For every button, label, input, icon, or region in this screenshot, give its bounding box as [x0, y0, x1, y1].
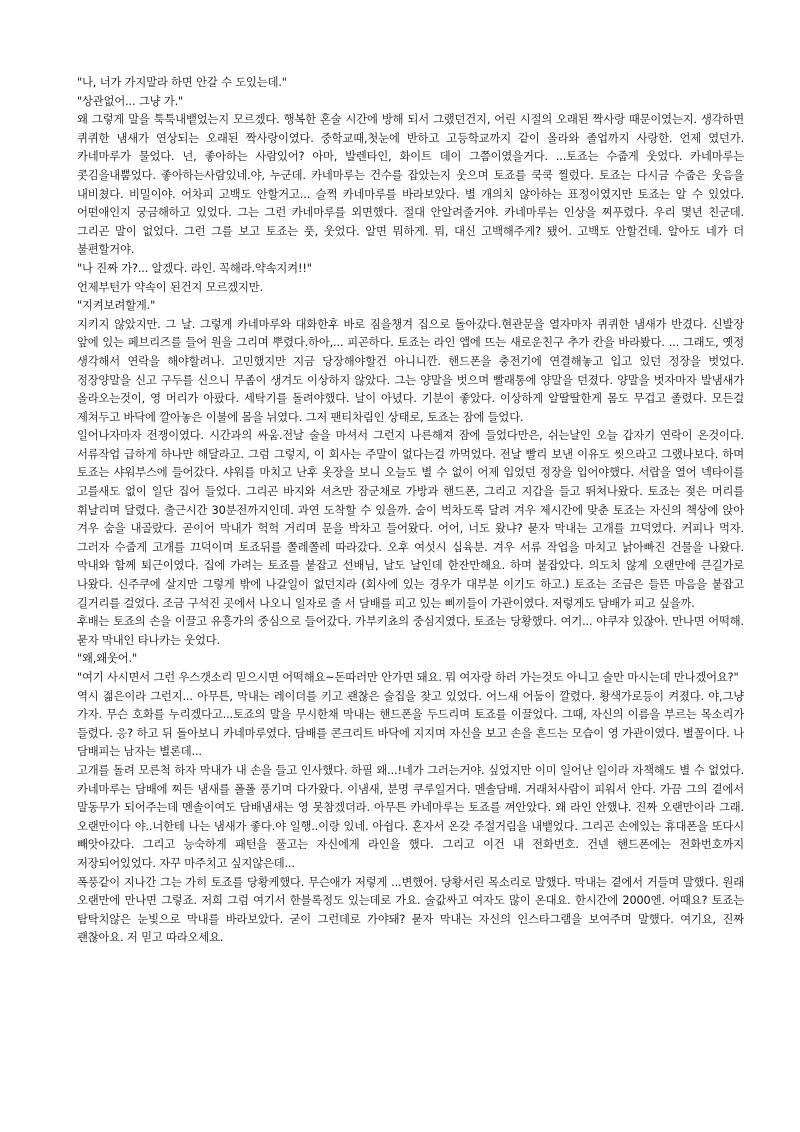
paragraph: "지켜보려할게." [77, 299, 156, 313]
paragraph: 역시 젊은이라 그런지... 아무튼, 막내는 레이더를 키고 괜찮은 술집을 찾고 있었다. 어느새 어둠이 깔렸다. 황색가로등이 켜졌다. 야,그냥 가자. 무슨 호화를 누리겠다고...토죠의 말을 무시한채 막내는 핸드폰을 두드리며 토죠를 이끌었다. 그때, 자신의 이름을 부르는 목소리가 들렸다. 응? 하고 뒤 돌아보니 카네마루였다. 담배를 콘크리트 바닥에 지지며 자신을 보고 손을 흔드는 모습이 영 가관이였다. 별꼴이다. 나 담배피는 남자는 별론데... [77, 689, 744, 759]
paragraph: 폭풍같이 지나간 그는 가히 토죠를 당황케했다. 무슨애가 저렇게 ...변했어. 당황서린 목소리로 말했다. 막내는 곁에서 거들며 말했다. 원래 오랜만에 만나면 그렇죠. 저희 그럼 여기서 한블록정도 있는데로 가요. 술값싸고 여자도 많이 온대요. 한시간에 2000엔. 어때요? 토죠는 탐탁치않은 눈빛으로 막내를 바라보았다. 굳이 그런데로 가야돼? 묻자 막내는 자신의 인스타그램을 보여주며 말했다. 여기요, 진짜 괜찮아요. 저 믿고 따라오세요. [77, 875, 744, 945]
paragraph: 일어나자마자 전쟁이였다. 시간과의 싸움.전날 술을 마셔서 그런지 나른해져 잠에 들었다만은, 쉬는날인 오늘 갑자기 연락이 온것이다. 서류작업 급하게 하나만 해달라고. 그럼 그렇지, 이 회사는 주말이 없다는걸 까먹었다. 전날 빨리 보낸 이유도 씻으라고 그랬나보다. 하며 토죠는 샤워부스에 들어갔다. 샤워를 마치고 난후 옷장을 보니 오늘도 별 수 없이 어제 입었던 정장을 입어야했다. 서랍을 열어 넥타이를 고를새도 없이 일단 집어 들었다. 그리곤 바지와 셔츠만 잠군채로 가방과 핸드폰, 그리고 지갑을 들고 뛰쳐나왔다. 토죠는 젖은 머리를 휘날리며 달렸다. 출근시간 30분전까지인데. 과연 도착할 수 있을까. 숨이 벅차도록 달려 겨우 제시간에 맞춘 토죠는 자신의 책상에 앉아 겨우 숨을 내골랐다. 곧이어 막내가 헉헉 거리며 문을 박차고 들어왔다. 어어, 너도 왔냐? 묻자 막내는 고개를 끄덕였다. 커피나 먹자. 그러자 수줍게 고개를 끄덕이며 토죠뒤를 쫄레쫄레 따라갔다. 오후 여섯시 십육분. 겨우 서류 작업을 마치고 낡아빠진 건물을 나왔다. 막내와 함께 퇴근이였다. 집에 가려는 토죠를 붙잡고 선배님, 날도 날인데 한잔만해요. 하며 붙잡았다. 의도치 않게 오랜만에 큰길가로 나왔다. 신주쿠에 살지만 그렇게 밖에 나갈일이 없던지라 (회사에 있는 경우가 대부분 이기도 하고.) 토죠는 조금은 들뜬 마음을 붙잡고 길거리를 걸었다. 조금 구석진 곳에서 나오니 일자로 줄 서 담배를 피고 있는 삐끼들이 가관이였다. 저렇게도 담배가 피고 싶을까. [77, 429, 744, 610]
paragraph: "왜,왜웃어." [77, 652, 138, 666]
paragraph: 왜 그렇게 말을 툭툭내뱉었는지 모르겠다. 행복한 혼술 시간에 방해 되서 그랬던건지, 어린 시절의 오래된 짝사랑 때문이였는지. 생각하면 퀴퀴한 냄새가 연상되는 오래된 짝사랑이였다. 중학교때,첫눈에 반하고 고등학교까지 같이 올라와 졸업까지 사랑한. 언제 였던가. 카네마루가 물었다. 넌, 좋아하는 사람있어? 아마, 발렌타인, 화이트 데이 그쯤이였을거다. ...토죠는 수줍게 웃었다. 카네마루는 콧김을내뿜었다. 좋아하는사람있네.야, 누군데. 카네마루는 건수를 잡았는지 웃으며 토죠를 쿡쿡 찔렀다. 토죠는 다시금 수줍은 웃음을 내비쳤다. 비밀이야. 어차피 고백도 안할거고... 슬쩍 카네마루를 바라보았다. 별 개의치 않아하는 표정이였지만 토죠는 알 수 있었다. 어떤애인지 궁금해하고 있었다. 그는 그런 카네마루를 외면했다. 절대 안알려줄거야. 카네마루는 인상을 찌푸렸다. 우리 몇년 친군데. 그리곤 말이 없었다. 그런 그를 보고 토죠는 풋, 웃었다. 알면 뭐하게. 뭐, 대신 고백해주게? 됐어. 고백도 안할건데. 알아도 네가 더 불편할거야. [77, 113, 744, 257]
paragraph: 언제부턴가 약속이 된건지 모르겠지만. [77, 280, 263, 294]
paragraph: 고개를 돌려 모른척 하자 막내가 내 손을 들고 인사했다. 하필 왜...!네가 그러는거야. 싶었지만 이미 일어난 일이라 자책해도 별 수 없었다. 카네마루는 담배에 찌든 냄새를 폴폴 풍기며 다가왔다. 이냄새, 분명 쿠루일거다. 멘솔담배. 거래처사람이 피워서 안다. 가끔 그의 곁에서 말동무가 되어주는데 멘솔이여도 담배냄새는 영 못참겠더라. 아무튼 카네마루는 토죠를 껴안았다. 왜 라인 안했냐. 진짜 오랜만이라 그래. 오랜만이다 야..너한테 나는 냄새가 좋다.야 일행..이랑 있네. 아쉽다. 혼자서 온갖 주절거림을 내뱉었다. 그리곤 손에있는 휴대폰을 또다시 빼앗아갔다. 그리고 능숙하게 패턴을 풀고는 자신에게 라인을 했다. 그리고 이건 내 전화번호. 건넨 핸드폰에는 전화번호까지 저장되어있었다. 자꾸 마주치고 싶지않은데... [77, 763, 744, 870]
paragraph: "나, 너가 가지말라 하면 안갈 수 도있는데." [77, 76, 287, 89]
paragraph: "여기 사시면서 그런 우스갯소리 믿으시면 어떡해요~돈따러만 안가면 돼요. 뭐 여자랑 하러 가는것도 아니고 술만 마시는데 만나겠어요?" [77, 671, 739, 684]
paragraph: "나 진짜 가?... 알겠다. 라인. 꼭해라.약속지켜!!" [77, 261, 312, 275]
paragraph: "상관없어... 그냥 가." [77, 94, 184, 108]
paragraph: 후배는 토죠의 손을 이끌고 유흥가의 중심으로 들어갔다. 가부키쵸의 중심지였다. 토죠는 당황했다. 여기... 야쿠쟈 있잖아. 만나면 어떡해. 묻자 막내인 타나카는 웃었다. [77, 615, 744, 647]
paragraph: 지키지 않았지만. 그 날. 그렇게 카네마루와 대화한후 바로 짐을챙겨 집으로 돌아갔다.현관문을 열자마자 퀴퀴한 냄새가 반겼다. 신발장 앞에 있는 페브리즈를 들어 원을 그리며 뿌렸다.하아,... 피곤하다. 토죠는 라인 앱에 뜨는 새로운친구 추가 칸을 바라봤다. ... 그래도, 옛정 생각해서 연락을 해야할려나. 고민했지만 지금 당장해야할건 아니니깐. 핸드폰을 충전기에 연결해놓고 입고 있던 정장을 벗었다. 정장양말을 신고 구두를 신으니 무좀이 생겨도 이상하지 않았다. 그는 양말을 벗으며 빨래통에 양말을 던졌다. 양말을 벗자마자 발냄새가 올라오는것이, 영 머리가 아팠다. 세탁기를 돌려야했다. 날이 아녔다. 기분이 좋았다. 이상하게 알딸딸한게 몸도 무겁고 졸렸다. 모든걸 제쳐두고 바닥에 깔아놓은 이불에 몸을 뉘였다. 그저 팬티차림인 상태로, 토죠는 잠에 들었다. [77, 317, 744, 424]
